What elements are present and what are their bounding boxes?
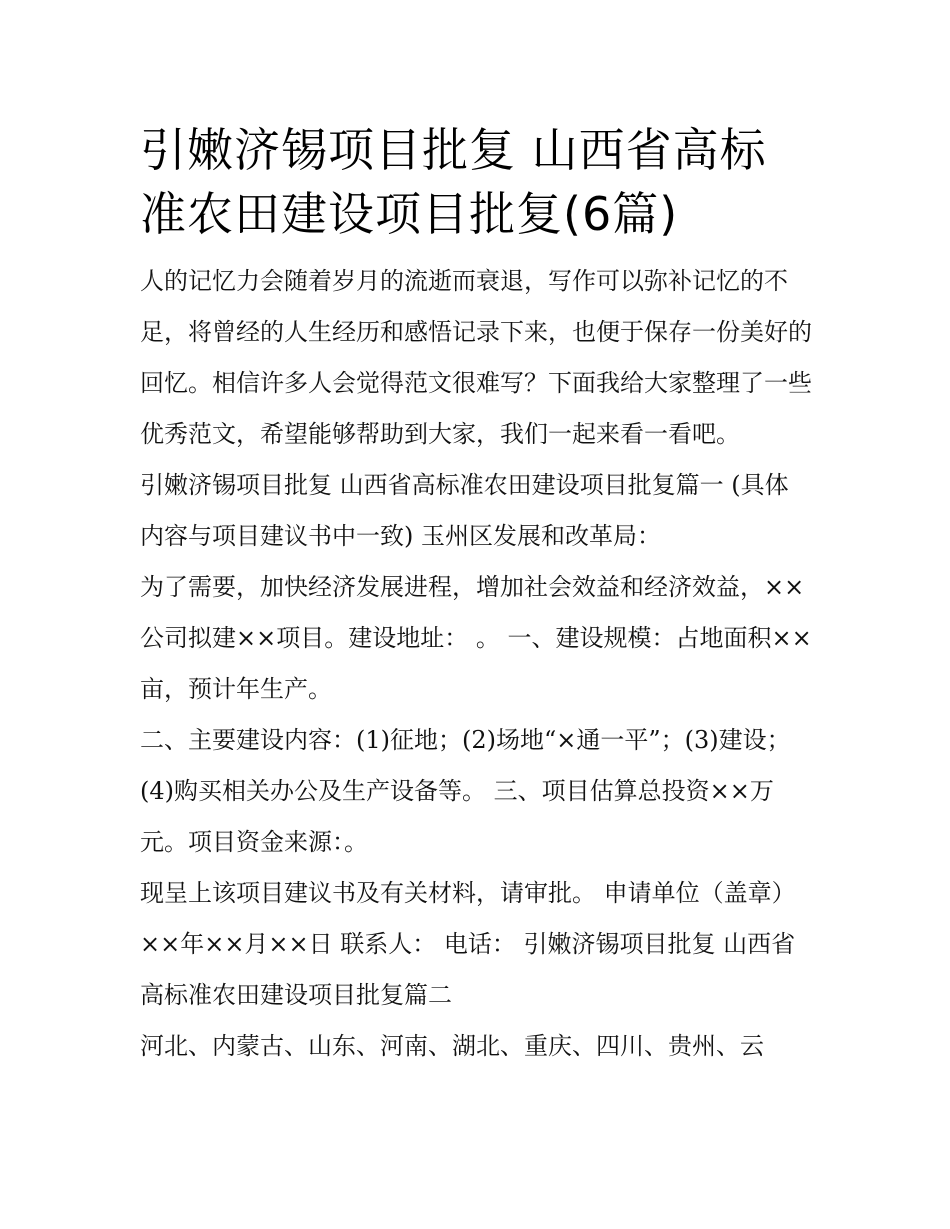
paragraph-provinces: 河北、内蒙古、山东、河南、湖北、重庆、四川、贵州、云 bbox=[140, 1032, 764, 1060]
paragraph-section-one-heading: 引嫩济锡项目批复 山西省高标准农田建设项目批复篇一 (具体内容与项目建议书中一致) 玉州区发展和改革局： bbox=[140, 471, 789, 550]
paragraph-construction-content: 二、主要建设内容：(1)征地；(2)场地“×通一平”；(3)建设；(4)购买相关办公及生产设备等。 三、项目估算总投资××万元。项目资金来源：。 bbox=[140, 726, 791, 856]
paragraph-intro: 人的记忆力会随着岁月的流逝而衰退，写作可以弥补记忆的不足，将曾经的人生经历和感悟记录下来，也便于保存一份美好的回忆。相信许多人会觉得范文很难写？下面我给大家整理了一些优秀范文，希望能够帮助到大家，我们一起来看一看吧。 bbox=[140, 267, 812, 448]
document-title: 引嫩济锡项目批复 山西省高标准农田建设项目批复(6篇) bbox=[140, 123, 767, 241]
document-content bbox=[140, 118, 812, 1072]
paragraph-project-purpose: 为了需要，加快经济发展进程，增加社会效益和经济效益，××公司拟建××项目。建设地址： 。 一、建设规模：占地面积××亩，预计年生产。 bbox=[140, 573, 812, 703]
paragraph-submission: 现呈上该项目建议书及有关材料，请审批。 申请单位（盖章） ××年××月××日 联系人： 电话： 引嫩济锡项目批复 山西省高标准农田建设项目批复篇二 bbox=[140, 879, 796, 1009]
